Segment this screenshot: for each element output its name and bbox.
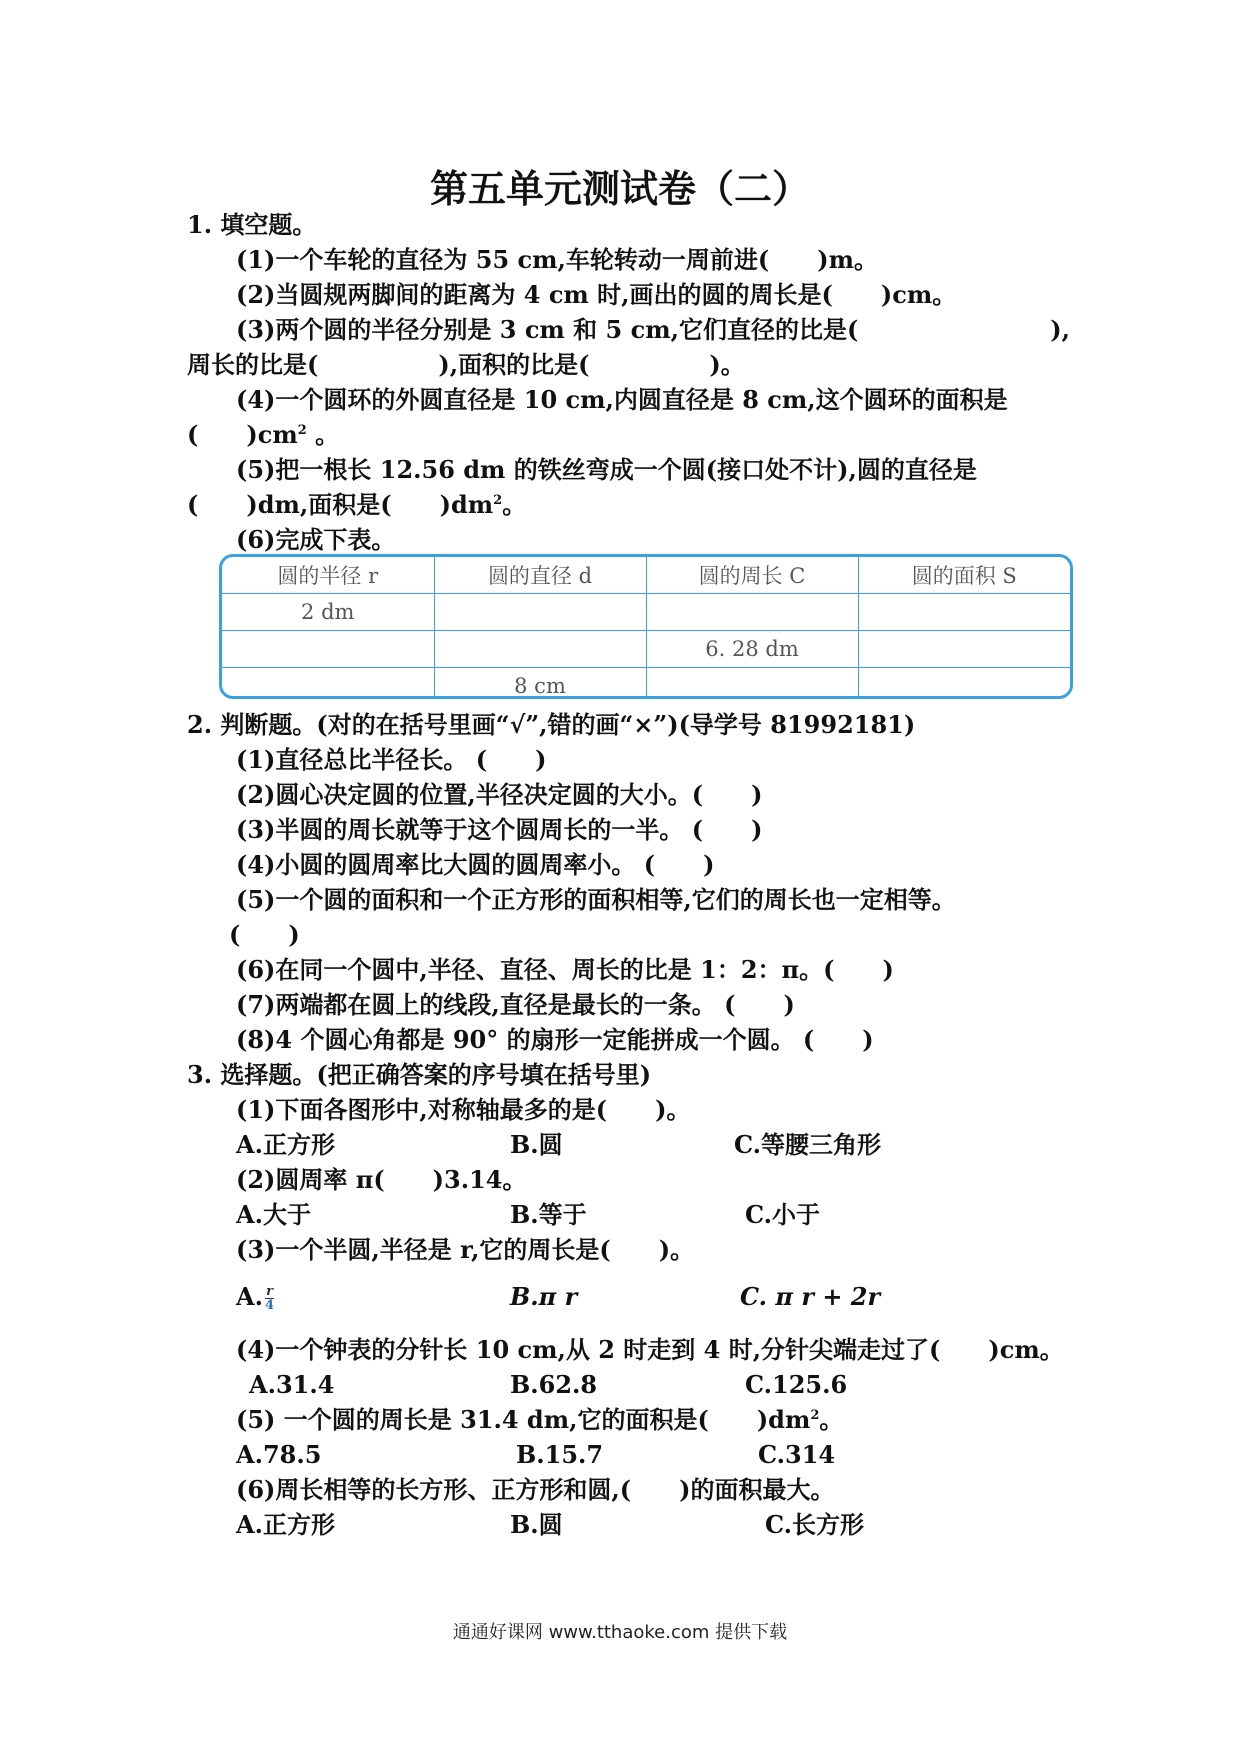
s3-q2-option-c: C.小于: [745, 1200, 821, 1229]
s3-q4-option-a: A.31.4: [249, 1370, 335, 1399]
s1-question-6: (6)完成下表。: [236, 525, 396, 554]
s3-question-1: (1)下面各图形中,对称轴最多的是( )。: [236, 1095, 691, 1124]
s2-question-4: (4)小圆的圆周率比大圆的圆周率小。 ( ): [236, 850, 715, 879]
s2-question-2: (2)圆心决定圆的位置,半径决定圆的大小。( ): [236, 780, 763, 809]
s2-question-3: (3)半圆的周长就等于这个圆周长的一半。 ( ): [236, 815, 763, 844]
section-2-heading: 2. 判断题。(对的在括号里画“√”,错的画“×”)(导学号 81992181): [187, 710, 916, 739]
section-1-heading: 1. 填空题。: [187, 210, 317, 239]
table-cell: [222, 631, 434, 668]
s2-question-7: (7)两端都在圆上的线段,直径是最长的一条。 ( ): [236, 990, 795, 1019]
s3-q3-option-c: C. π r + 2r: [740, 1282, 881, 1311]
s1-q5-superscript: 2: [493, 493, 503, 508]
section-3-heading: 3. 选择题。(把正确答案的序号填在括号里): [187, 1060, 652, 1089]
s3-q2-option-b: B.等于: [510, 1200, 587, 1229]
table-cell: [858, 594, 1070, 631]
table-row: [222, 631, 1070, 668]
s3-question-2: (2)圆周率 π( )3.14。: [236, 1165, 527, 1194]
s1-q4-superscript: 2: [297, 423, 307, 438]
table-cell: [222, 668, 434, 700]
table-header-cell: 圆的面积 S: [858, 557, 1070, 594]
table-cell: [858, 631, 1070, 668]
s3-question-5: [236, 1405, 843, 1435]
s1-q4-end: 。: [306, 420, 340, 449]
s2-question-5-line-1: (5)一个圆的面积和一个正方形的面积相等,它们的周长也一定相等。: [236, 885, 956, 914]
s3-q2-option-a: A.大于: [236, 1200, 311, 1229]
table-cell: [858, 668, 1070, 700]
s3-q6-option-c: C.长方形: [765, 1510, 865, 1539]
table-cell: 2 dm: [222, 594, 434, 631]
s1-q5-end: 。: [502, 490, 527, 519]
s1-q4-text: ( )cm: [187, 420, 298, 449]
s3-q1-option-a: A.正方形: [236, 1130, 335, 1159]
s1-question-5-line-2: [187, 490, 526, 520]
s3-q5-option-a: A.78.5: [236, 1440, 322, 1469]
s3-q3-option-a: [236, 1282, 274, 1312]
table-cell: [646, 594, 858, 631]
s3-q5-end: 。: [819, 1405, 844, 1434]
s3-q6-option-b: B.圆: [510, 1510, 563, 1539]
s3-q3-option-b: B.π r: [510, 1282, 578, 1311]
s3-q5-option-b: B.15.7: [516, 1440, 604, 1469]
s3-q1-option-c: C.等腰三角形: [734, 1130, 882, 1159]
s1-question-1: (1)一个车轮的直径为 55 cm,车轮转动一周前进( )m。: [236, 245, 878, 274]
table-header-cell: 圆的周长 C: [646, 557, 858, 594]
s2-question-8: (8)4 个圆心角都是 90° 的扇形一定能拼成一个圆。 ( ): [236, 1025, 874, 1054]
s3-q3-option-a-prefix: A.: [236, 1282, 263, 1311]
s3-q5-option-c: C.314: [758, 1440, 836, 1469]
table-cell: 6. 28 dm: [646, 631, 858, 668]
table-header-cell: 圆的直径 d: [434, 557, 646, 594]
s3-q4-option-b: B.62.8: [510, 1370, 598, 1399]
s2-question-5-line-2: ( ): [229, 920, 300, 949]
s1-question-4-line-2: [187, 420, 339, 450]
s3-q6-option-a: A.正方形: [236, 1510, 335, 1539]
s3-q5-superscript: 2: [810, 1408, 820, 1423]
table-row: [222, 594, 1070, 631]
page-title: 第五单元测试卷（二）: [429, 167, 810, 211]
table-cell: [646, 668, 858, 700]
s3-question-4: (4)一个钟表的分针长 10 cm,从 2 时走到 4 时,分针尖端走过了( )cm。: [236, 1335, 1064, 1364]
s2-question-6: (6)在同一个圆中,半径、直径、周长的比是 1：2：π。( ): [236, 955, 894, 984]
circle-table: [219, 554, 1073, 699]
s1-q5-text: ( )dm,面积是( )dm: [187, 490, 494, 519]
s1-question-3-line-1: (3)两个圆的半径分别是 3 cm 和 5 cm,它们直径的比是( ),: [236, 315, 1071, 344]
fraction: [265, 1285, 274, 1312]
s3-q4-option-c: C.125.6: [745, 1370, 848, 1399]
s1-question-4-line-1: (4)一个圆环的外圆直径是 10 cm,内圆直径是 8 cm,这个圆环的面积是: [236, 385, 1008, 414]
table-cell: [434, 631, 646, 668]
s1-question-2: (2)当圆规两脚间的距离为 4 cm 时,画出的圆的周长是( )cm。: [236, 280, 957, 309]
table-header-row: [222, 557, 1070, 594]
table-cell: 8 cm: [434, 668, 646, 700]
footer-source: 通通好课网 www.tthaoke.com 提供下载: [452, 1622, 788, 1643]
s3-q1-option-b: B.圆: [510, 1130, 563, 1159]
s3-question-6: (6)周长相等的长方形、正方形和圆,( )的面积最大。: [236, 1475, 835, 1504]
fraction-numerator: r: [266, 1284, 273, 1299]
table-header-cell: 圆的半径 r: [222, 557, 434, 594]
s2-question-1: (1)直径总比半径长。 ( ): [236, 745, 547, 774]
table-row: [222, 668, 1070, 700]
s1-question-3-line-2: 周长的比是( ),面积的比是( )。: [187, 350, 745, 379]
s1-question-5-line-1: (5)把一根长 12.56 dm 的铁丝弯成一个圆(接口处不计),圆的直径是: [236, 455, 977, 484]
fraction-denominator: 4: [264, 1298, 275, 1313]
s3-q5-text: (5) 一个圆的周长是 31.4 dm,它的面积是( )dm: [236, 1405, 811, 1434]
s3-question-3: (3)一个半圆,半径是 r,它的周长是( )。: [236, 1235, 695, 1264]
table-cell: [434, 594, 646, 631]
